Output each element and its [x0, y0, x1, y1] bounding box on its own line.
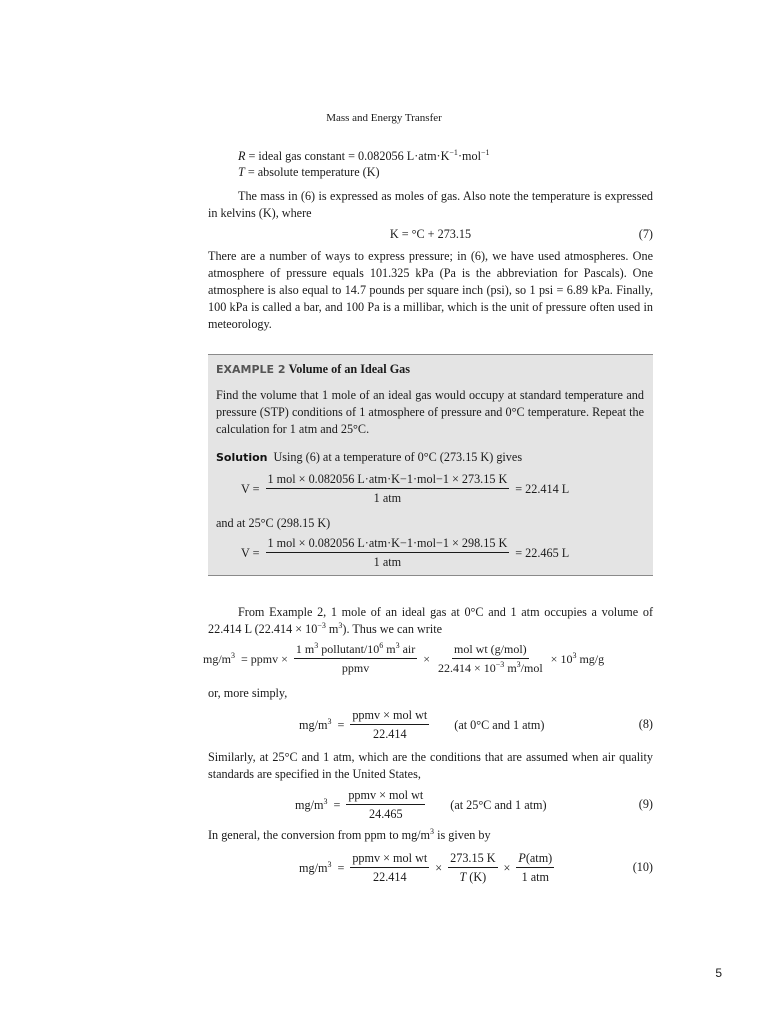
eq8-equals: =: [337, 717, 345, 732]
equation-8: [296, 707, 547, 743]
t: 22.414 × 10: [438, 661, 496, 675]
or-more-simply: or, more simply,: [208, 686, 288, 700]
big-eq-f2-numerator: mol wt (g/mol): [452, 641, 529, 659]
big-eq-lhs: [203, 651, 235, 668]
equation-7-number: (7): [638, 227, 653, 241]
t: P: [518, 851, 526, 865]
eq10-f1-numerator: ppmv × mol wt: [350, 850, 429, 868]
paragraph-3: [208, 604, 653, 638]
equation-7-expr: K = °C + 273.15: [389, 227, 472, 241]
eq9-lhs: [295, 797, 327, 814]
eq10-lhs: [299, 860, 331, 877]
t: × 10: [550, 651, 573, 666]
eq10-f3-numerator: [516, 850, 554, 868]
definition-R-text: = ideal gas constant = 0.082056 L·atm·K: [245, 149, 450, 163]
t: m: [383, 642, 396, 656]
t: (atm): [525, 851, 553, 865]
eq10-f3-denominator: 1 atm: [521, 870, 550, 884]
paragraph-1: The mass in (6) is expressed as moles of gas. Also note the temperature is expressed in kelvins (K), where: [208, 189, 653, 220]
solution-text: Using (6) at a temperature of 0°C (273.15 K) gives: [273, 450, 523, 464]
equation-10: [296, 850, 557, 886]
exp: 3: [395, 641, 400, 650]
exp: 6: [379, 641, 384, 650]
equation-10-number: (10): [632, 860, 653, 874]
big-eq-eqsign: = ppmv ×: [241, 651, 288, 666]
eq9-denominator: 24.465: [369, 807, 403, 821]
exp: 3: [314, 641, 319, 650]
eq10-f2-numerator: 273.15 K: [448, 850, 497, 868]
eq10-equals: =: [337, 860, 345, 875]
t: m: [504, 661, 517, 675]
example-name: Volume of an Ideal Gas: [288, 362, 411, 376]
example-label: EXAMPLE 2: [216, 363, 286, 376]
exp: −1: [480, 147, 490, 157]
eq-a-fraction: [266, 471, 510, 507]
big-eq-lhs-text: mg/m: [203, 651, 232, 666]
big-eq-tail: [551, 651, 604, 668]
eq9-fraction: [346, 787, 425, 823]
eq10-fraction-1: [350, 850, 429, 886]
eq-b-rhs: = 22.465 L: [515, 545, 570, 560]
equation-9-number: (9): [638, 797, 653, 811]
t: 1 m: [295, 642, 315, 656]
eq9-numerator: ppmv × mol wt: [346, 787, 425, 805]
exp: 3: [323, 796, 328, 806]
eq-b-denominator: 1 atm: [373, 555, 402, 569]
example-equation-b: [238, 535, 572, 571]
t: mg/m: [295, 797, 324, 812]
eq10-fraction-2: [448, 850, 497, 886]
eq-b-lhs: V =: [241, 545, 260, 560]
example-problem: Find the volume that 1 mole of an ideal gas would occupy at standard temperature and pressure (STP) conditions of 1 atmosphere of pressure and 0°C temperature. Repeat the calculation for 1 atm and 25°C.: [216, 388, 644, 436]
big-eq-fraction-1: [294, 641, 417, 677]
t: /mol: [520, 661, 543, 675]
t: mg/m: [299, 717, 328, 732]
eq8-condition: (at 0°C and 1 atm): [454, 717, 545, 732]
eq-a-denominator: 1 atm: [373, 491, 402, 505]
t: pollutant/10: [318, 642, 380, 656]
big-eq-times: ×: [423, 651, 431, 666]
paragraph-2: There are a number of ways to express pressure; in (6), we have used atmospheres. One atmosphere of pressure equals 101.325 kPa (Pa is the abbreviation for Pascals). One atmosphere is also equal to 14.7 pounds per square inch (psi), so 1 psi = 6.89 kPa. Finally, 100 kPa is called a bar, and 100 Pa is a millibar, which is the unit of pressure often used in meteorology.: [208, 249, 653, 331]
equation-8-number: (8): [638, 717, 653, 731]
exp: 3: [327, 716, 332, 726]
exp: −3: [495, 660, 505, 669]
p3-c: ). Thus we can write: [342, 622, 443, 636]
symbol-R: R: [238, 149, 246, 163]
big-eq-fraction-2: [436, 641, 545, 677]
definition-T-text: = absolute temperature (K): [244, 165, 380, 179]
eq10-f1-denominator: 22.414: [373, 870, 407, 884]
symbol-T: T: [238, 165, 245, 179]
paragraph-5: [208, 827, 653, 844]
eq10-times-2: ×: [503, 860, 511, 875]
big-eq-f2-denominator: [436, 659, 545, 677]
paragraph-4: Similarly, at 25°C and 1 atm, which are the conditions that are assumed when air quality standards are specified in the United States,: [208, 750, 653, 781]
eq9-equals: =: [333, 797, 341, 812]
example-title: [216, 361, 410, 378]
solution-label: Solution: [216, 451, 268, 464]
p5-a: In general, the conversion from ppm to mg/m: [208, 828, 431, 842]
eq10-fraction-3: [516, 850, 554, 886]
eq8-denominator: 22.414: [373, 727, 407, 741]
exp: 3: [231, 650, 236, 660]
t: (K): [466, 870, 487, 884]
equation-9: [292, 787, 550, 823]
exp: 3: [516, 660, 521, 669]
t: mg/g: [576, 651, 605, 666]
example-mid-text: and at 25°C (298.15 K): [216, 516, 331, 530]
eq-b-fraction: [266, 535, 510, 571]
big-eq-f1-numerator: [294, 641, 417, 659]
equation-7: [208, 226, 653, 243]
t: air: [399, 642, 416, 656]
example-solution-line: [216, 449, 644, 466]
running-header: Mass and Energy Transfer: [326, 112, 442, 124]
page-number: 5: [715, 966, 722, 980]
definition-R-mol: ·mol: [457, 149, 481, 163]
exp: 3: [338, 620, 343, 630]
exp: 3: [430, 826, 435, 836]
eq10-f2-denominator: [457, 868, 488, 886]
eq-b-numerator: 1 mol × 0.082056 L·atm·K−1·mol−1 × 298.15 K: [266, 535, 510, 553]
definition-T: [238, 164, 380, 181]
example-box: [208, 354, 653, 576]
eq-a-numerator: 1 mol × 0.082056 L·atm·K−1·mol−1 × 273.15 K: [266, 471, 510, 489]
exp: 3: [327, 859, 332, 869]
eq-a-lhs: V =: [241, 481, 260, 496]
eq8-numerator: ppmv × mol wt: [350, 707, 429, 725]
eq9-condition: (at 25°C and 1 atm): [450, 797, 547, 812]
eq8-fraction: [350, 707, 429, 743]
t: mg/m: [299, 860, 328, 875]
conversion-equation: [200, 641, 607, 677]
eq10-times-1: ×: [435, 860, 443, 875]
exp: −1: [449, 147, 458, 157]
definition-R: [238, 148, 489, 165]
exp: −3: [317, 620, 326, 630]
eq8-lhs: [299, 717, 331, 734]
p3-a: From Example 2, 1 mole of an ideal gas at 0°C and 1 atm occupies a volume of 22.414 L (22.414 × 10: [208, 605, 653, 636]
t: T: [459, 870, 467, 884]
eq-a-rhs: = 22.414 L: [515, 481, 570, 496]
p5-b: is given by: [434, 828, 491, 842]
big-eq-f1-denominator: ppmv: [341, 661, 370, 675]
p3-b: m: [325, 622, 339, 636]
example-equation-a: [238, 471, 572, 507]
exp: 3: [572, 650, 577, 660]
